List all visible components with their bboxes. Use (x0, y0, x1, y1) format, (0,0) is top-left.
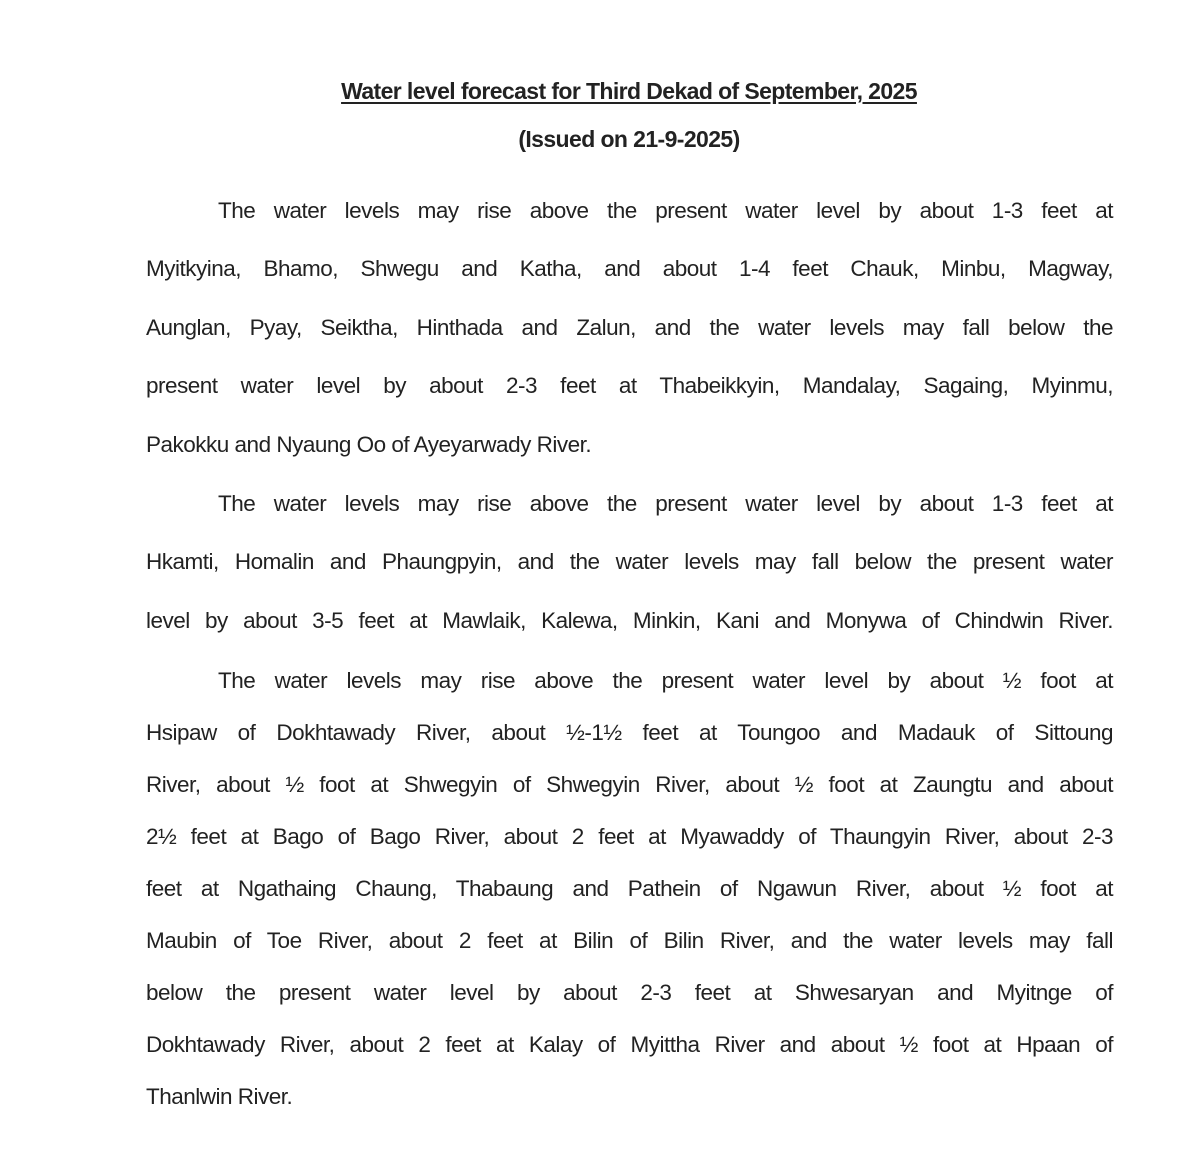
paragraph-line: Pakokku and Nyaung Oo of Ayeyarwady River. (146, 432, 592, 457)
paragraph-line: River, about ½ foot at Shwegyin of Shwegyin River, about ½ foot at Zaungtu and about (146, 772, 1113, 797)
paragraph-line: The water levels may rise above the present water level by about 1-3 feet at (218, 198, 1113, 223)
document-title: Water level forecast for Third Dekad of September, 2025 (341, 78, 917, 104)
paragraph-line: Dokhtawady River, about 2 feet at Kalay of Myittha River and about ½ foot at Hpaan of (146, 1032, 1113, 1057)
paragraph-line: feet at Ngathaing Chaung, Thabaung and Pathein of Ngawun River, about ½ foot at (146, 876, 1113, 901)
paragraph-line: The water levels may rise above the present water level by about ½ foot at (218, 668, 1113, 693)
paragraph-line: Hsipaw of Dokhtawady River, about ½-1½ feet at Toungoo and Madauk of Sittoung (146, 720, 1113, 745)
paragraph-line: Myitkyina, Bhamo, Shwegu and Katha, and about 1-4 feet Chauk, Minbu, Magway, (146, 256, 1113, 281)
paragraph-line: The water levels may rise above the present water level by about 1-3 feet at (218, 491, 1113, 516)
paragraph-line: level by about 3-5 feet at Mawlaik, Kalewa, Minkin, Kani and Monywa of Chindwin River. (146, 608, 1113, 633)
paragraph-line: present water level by about 2-3 feet at Thabeikkyin, Mandalay, Sagaing, Myinmu, (146, 373, 1113, 398)
paragraph-line: Hkamti, Homalin and Phaungpyin, and the water levels may fall below the present water (146, 549, 1113, 574)
paragraph-line: 2½ feet at Bago of Bago River, about 2 feet at Myawaddy of Thaungyin River, about 2-3 (146, 824, 1113, 849)
issued-date: (Issued on 21-9-2025) (518, 126, 740, 152)
paragraph-line: Maubin of Toe River, about 2 feet at Bilin of Bilin River, and the water levels may fall (146, 928, 1113, 953)
paragraph-line: Thanlwin River. (146, 1084, 293, 1109)
paragraph-line: Aunglan, Pyay, Seiktha, Hinthada and Zalun, and the water levels may fall below the (146, 315, 1113, 340)
paragraph-line: below the present water level by about 2-3 feet at Shwesaryan and Myitnge of (146, 980, 1113, 1005)
